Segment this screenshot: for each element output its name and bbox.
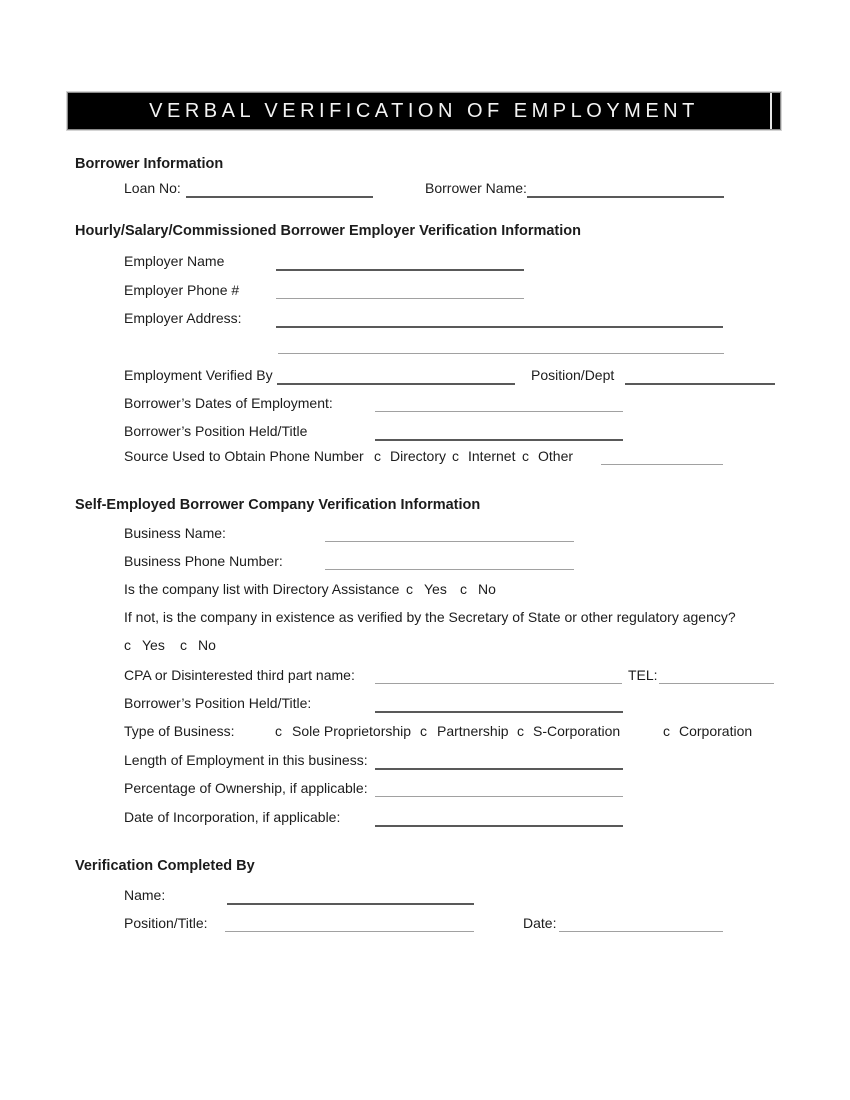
position-held-title-field-line[interactable] bbox=[375, 439, 623, 441]
form-title: VERBAL VERIFICATION OF EMPLOYMENT bbox=[149, 99, 699, 122]
verifier-name-field-line[interactable] bbox=[227, 903, 474, 905]
business-name-label: Business Name: bbox=[124, 525, 226, 541]
position-held-title-label: Borrower’s Position Held/Title bbox=[124, 423, 308, 439]
checkbox-existence-yes[interactable]: c bbox=[124, 637, 131, 653]
checkbox-s-corporation[interactable]: c bbox=[517, 723, 524, 739]
checkbox-existence-no[interactable]: c bbox=[180, 637, 187, 653]
employment-verified-by-field-line[interactable] bbox=[277, 383, 515, 385]
employer-name-label: Employer Name bbox=[124, 253, 225, 269]
date-of-incorporation-field-line[interactable] bbox=[375, 825, 623, 827]
employer-phone-label: Employer Phone # bbox=[124, 282, 240, 298]
percentage-ownership-field-line[interactable] bbox=[375, 796, 623, 797]
dates-of-employment-label: Borrower’s Dates of Employment: bbox=[124, 395, 333, 411]
verifier-name-label: Name: bbox=[124, 887, 166, 903]
business-type-sole-proprietorship: Sole Proprietorship bbox=[292, 723, 412, 739]
business-type-corporation: Corporation bbox=[679, 723, 753, 739]
checkbox-internet[interactable]: c bbox=[452, 448, 459, 464]
percentage-ownership-label: Percentage of Ownership, if applicable: bbox=[124, 780, 368, 796]
employment-verified-by-label: Employment Verified By bbox=[124, 367, 273, 383]
position-dept-field-line[interactable] bbox=[625, 383, 775, 385]
business-type-partnership: Partnership bbox=[437, 723, 509, 739]
type-of-business-label: Type of Business: bbox=[124, 723, 235, 739]
business-phone-label: Business Phone Number: bbox=[124, 553, 283, 569]
section-heading-self-employed: Self-Employed Borrower Company Verification Information bbox=[75, 497, 481, 513]
section-heading-borrower-information: Borrower Information bbox=[75, 156, 224, 172]
checkbox-partnership[interactable]: c bbox=[420, 723, 427, 739]
loan-no-label: Loan No: bbox=[124, 180, 181, 196]
existence-yes-label: Yes bbox=[142, 637, 165, 653]
section-heading-employer-verification: Hourly/Salary/Commissioned Borrower Employer Verification Information bbox=[75, 223, 582, 239]
checkbox-other[interactable]: c bbox=[522, 448, 529, 464]
verifier-position-title-field-line[interactable] bbox=[225, 931, 474, 932]
source-option-internet: Internet bbox=[468, 448, 516, 464]
verification-date-label: Date: bbox=[523, 915, 557, 931]
source-phone-number-label: Source Used to Obtain Phone Number bbox=[124, 448, 364, 464]
length-of-employment-label: Length of Employment in this business: bbox=[124, 752, 368, 768]
directory-assistance-no-label: No bbox=[478, 581, 496, 597]
checkbox-corporation[interactable]: c bbox=[663, 723, 670, 739]
titlebar-stripe bbox=[770, 93, 772, 129]
cpa-third-party-label: CPA or Disinterested third part name: bbox=[124, 667, 355, 683]
company-existence-question: If not, is the company in existence as verified by the Secretary of State or other regulatory agency? bbox=[124, 609, 736, 625]
section-heading-verification-completed-by: Verification Completed By bbox=[75, 858, 255, 874]
employer-name-field-line[interactable] bbox=[276, 269, 524, 271]
business-type-s-corporation: S-Corporation bbox=[533, 723, 621, 739]
checkbox-directory[interactable]: c bbox=[374, 448, 381, 464]
business-name-field-line[interactable] bbox=[325, 541, 574, 542]
employer-address-field-line-2[interactable] bbox=[278, 353, 724, 354]
verification-date-field-line[interactable] bbox=[559, 931, 723, 932]
employer-phone-field-line[interactable] bbox=[276, 298, 524, 299]
source-other-field-line[interactable] bbox=[601, 464, 723, 465]
checkbox-directory-assistance-yes[interactable]: c bbox=[406, 581, 413, 597]
form-title-bar bbox=[67, 92, 781, 130]
self-employed-position-held-label: Borrower’s Position Held/Title: bbox=[124, 695, 312, 711]
tel-field-line[interactable] bbox=[659, 683, 774, 684]
employer-address-field-line-1[interactable] bbox=[276, 326, 723, 328]
verifier-position-title-label: Position/Title: bbox=[124, 915, 208, 931]
self-employed-position-held-field-line[interactable] bbox=[375, 711, 623, 713]
loan-no-field-line[interactable] bbox=[186, 196, 373, 198]
tel-label: TEL: bbox=[628, 667, 658, 683]
checkbox-sole-proprietorship[interactable]: c bbox=[275, 723, 282, 739]
business-phone-field-line[interactable] bbox=[325, 569, 574, 570]
existence-no-label: No bbox=[198, 637, 216, 653]
source-option-directory: Directory bbox=[390, 448, 447, 464]
borrower-name-field-line[interactable] bbox=[527, 196, 724, 198]
checkbox-directory-assistance-no[interactable]: c bbox=[460, 581, 467, 597]
source-option-other: Other bbox=[538, 448, 574, 464]
length-of-employment-field-line[interactable] bbox=[375, 768, 623, 770]
borrower-name-label: Borrower Name: bbox=[425, 180, 527, 196]
dates-of-employment-field-line[interactable] bbox=[375, 411, 623, 412]
employer-address-label: Employer Address: bbox=[124, 310, 242, 326]
directory-assistance-yes-label: Yes bbox=[424, 581, 447, 597]
position-dept-label: Position/Dept bbox=[531, 367, 615, 383]
date-of-incorporation-label: Date of Incorporation, if applicable: bbox=[124, 809, 341, 825]
directory-assistance-question: Is the company list with Directory Assistance bbox=[124, 581, 400, 597]
cpa-name-field-line[interactable] bbox=[375, 683, 622, 684]
